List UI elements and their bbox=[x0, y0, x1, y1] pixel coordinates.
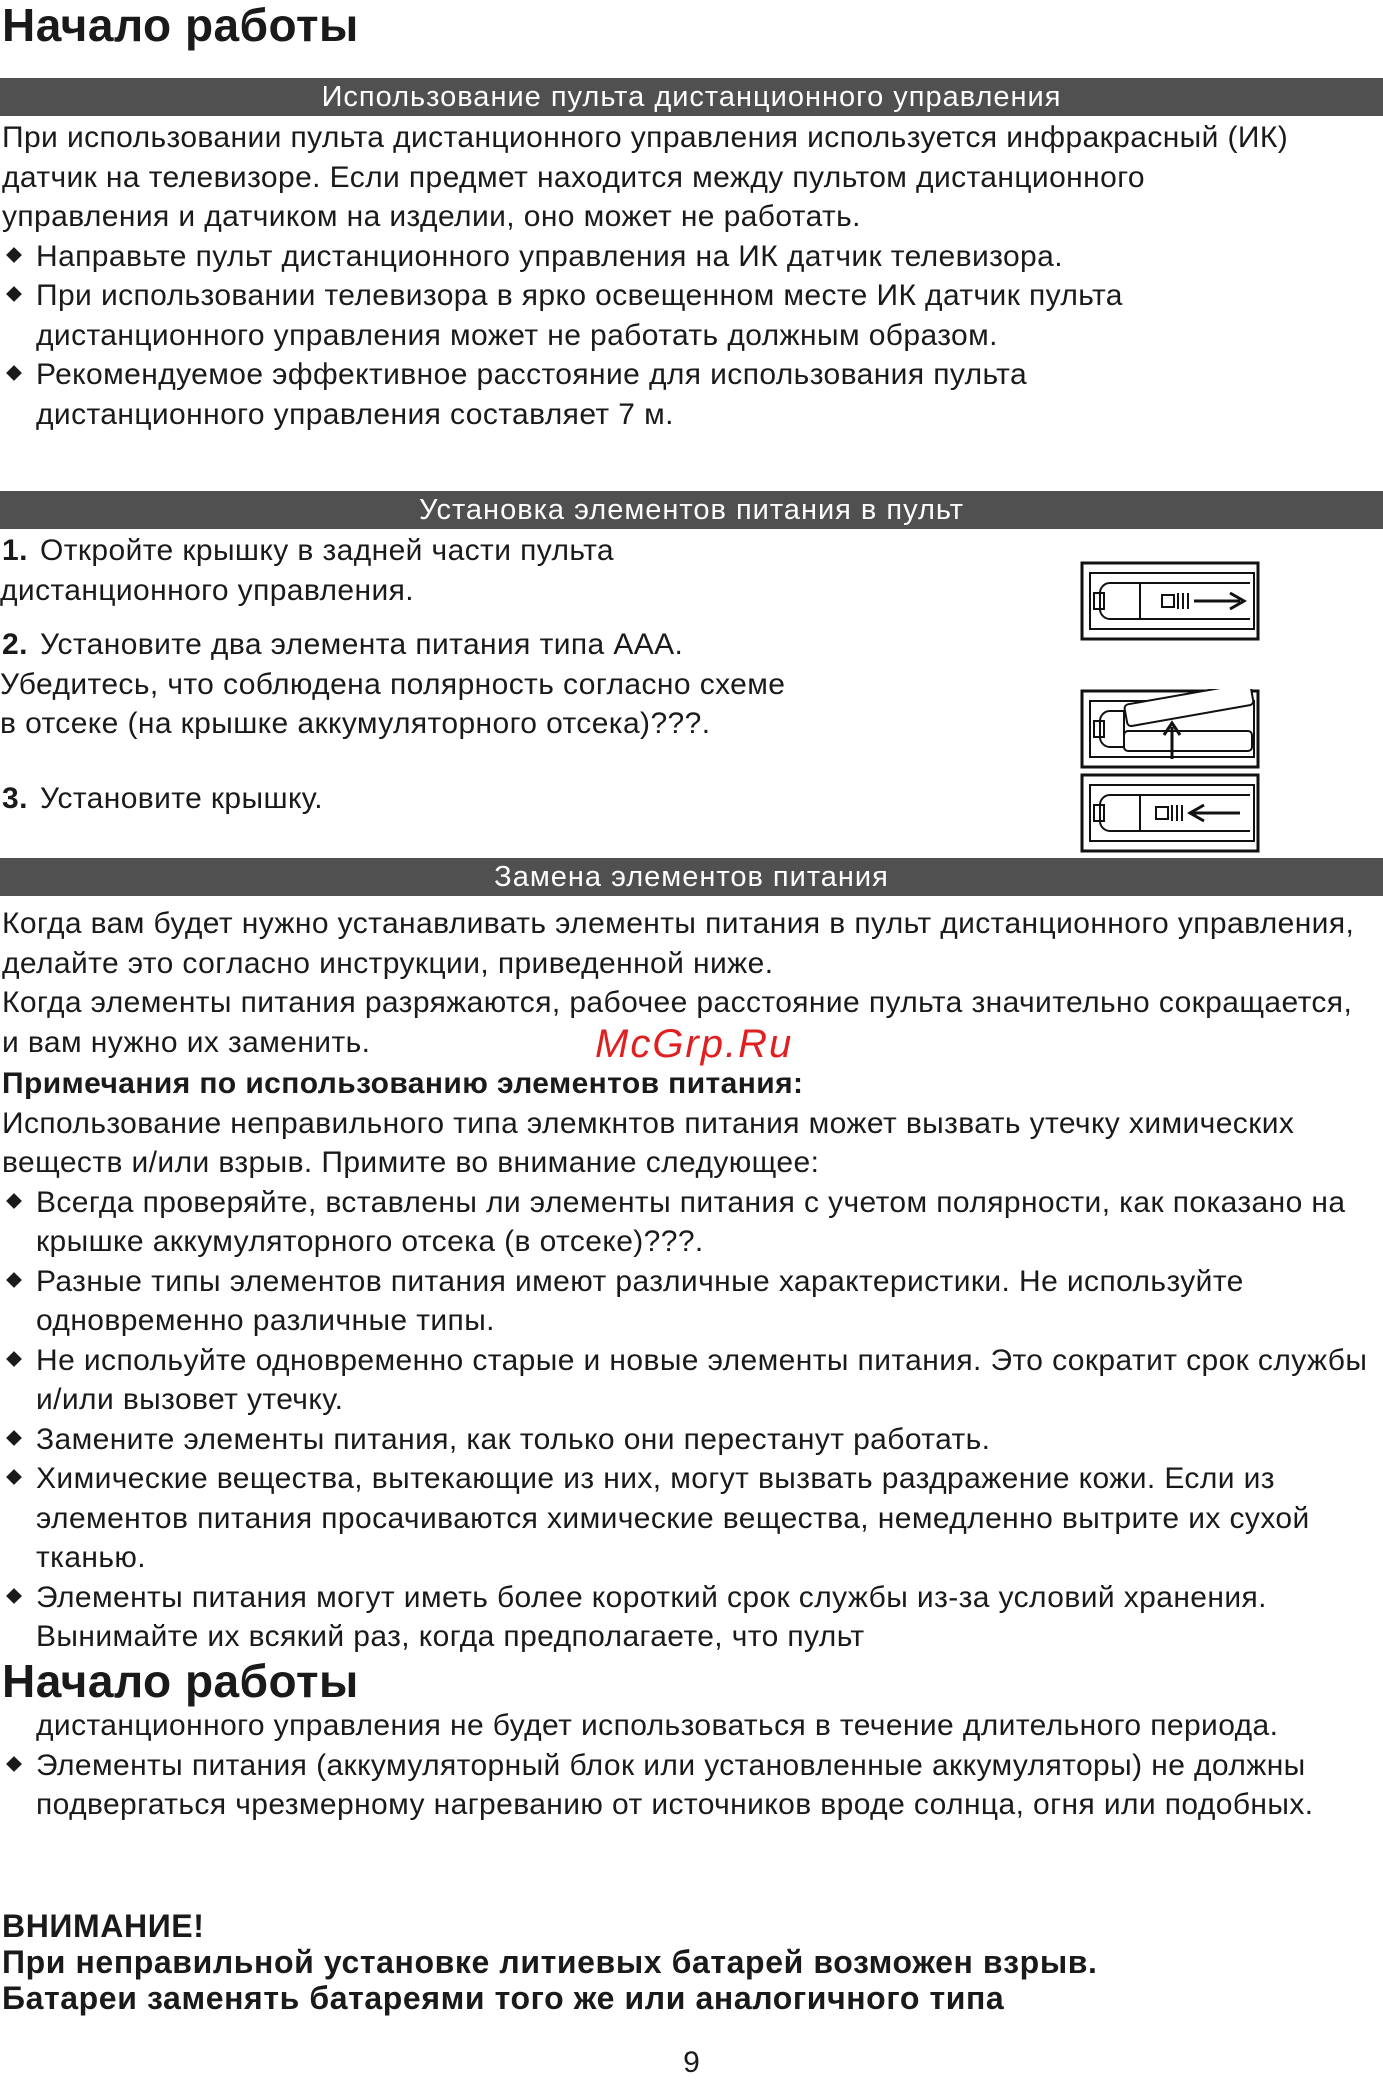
diamond-bullet-icon bbox=[6, 365, 22, 381]
battery-cover-close-diagram bbox=[1080, 773, 1260, 853]
notes-bullets bbox=[0, 1183, 1375, 1657]
diamond-bullet-icon bbox=[6, 1272, 22, 1288]
warning-line-2: Батареи заменять батареями того же или аналогичного типа bbox=[2, 1980, 1005, 2016]
bullet-item: Разные типы элементов питания имеют различные характеристики. Не используйте одновременно различные типы. bbox=[0, 1262, 1296, 1341]
bullet-item: Замените элементы питания, как только они перестанут работать. bbox=[0, 1420, 1375, 1460]
bullet-item: Всегда проверяйте, вставлены ли элементы питания с учетом полярности, как показано на крышке аккумуляторного отсека (в отсеке)???. bbox=[0, 1183, 1375, 1262]
warning-title: ВНИМАНИЕ! bbox=[2, 1908, 205, 1944]
bullet-item: Рекомендуемое эффективное расстояние для использования пульта дистанционного управления составляет 7 м. bbox=[0, 355, 1236, 434]
install-step-2: 2. Установите два элемента питания типа AAA. Убедитесь, что соблюдена полярность согласно схеме в отсеке (на крышке аккумуляторного отсека)???. bbox=[0, 628, 786, 740]
bullet-item: Элементы питания могут иметь более короткий срок службы из-за условий хранения. Вынимайте их всякий раз, когда предполагаете, что пульт bbox=[0, 1578, 1286, 1657]
bullet-item: Не испольуйте одновременно старые и новые элементы питания. Это сократит срок службы и/или вызовет утечку. bbox=[0, 1341, 1375, 1420]
page-title-repeat: Начало работы bbox=[2, 1655, 359, 1707]
continuation-text: дистанционного управления не будет использоваться в течение длительного периода. bbox=[36, 1709, 1279, 1742]
remote-usage-bullets bbox=[0, 237, 1350, 435]
diamond-bullet-icon bbox=[6, 1469, 22, 1485]
continuation-block bbox=[0, 1706, 1383, 1825]
warning-line-1: При неправильной установке литиевых батарей возможен взрыв. bbox=[2, 1944, 1098, 1980]
diamond-bullet-icon bbox=[6, 1430, 22, 1446]
notes-intro: Использование неправильного типа элемкнтов питания может вызвать утечку химических веществ и/или взрыв. Примите во внимание следующее: bbox=[2, 1106, 1295, 1179]
section-band-battery-replace: Замена элементов питания bbox=[0, 858, 1383, 896]
diamond-bullet-icon bbox=[6, 1756, 22, 1772]
warning-block bbox=[0, 1908, 1383, 2016]
install-step-1: 1. Откройте крышку в задней части пульта дистанционного управления. bbox=[0, 534, 614, 607]
section-battery-install bbox=[0, 491, 1383, 841]
replace-para-2: Когда элементы питания разряжаются, рабочее расстояние пульта значительно сокращается, и вам нужно их заменить. bbox=[2, 986, 1353, 1059]
diamond-bullet-icon bbox=[6, 1193, 22, 1209]
bullet-item: Химические вещества, вытекающие из них, могут вызвать раздражение кожи. Если из элементов питания просачиваются химические вещества, немедленно вытрите их сухой тканью. bbox=[0, 1459, 1375, 1578]
diamond-bullet-icon bbox=[6, 247, 22, 263]
replace-para-1: Когда вам будет нужно устанавливать элементы питания в пульт дистанционного управления, делайте это согласно инструкции, приведенной ниже. bbox=[2, 907, 1355, 980]
page-title: Начало работы bbox=[2, 0, 359, 51]
bullet-item: При использовании телевизора в ярко освещенном месте ИК датчик пульта дистанционного управления может не работать должным образом. bbox=[0, 276, 1350, 355]
diamond-bullet-icon bbox=[6, 1351, 22, 1367]
notes-title: Примечания по использованию элементов питания: bbox=[2, 1067, 804, 1100]
battery-cover-open-diagram bbox=[1080, 561, 1260, 641]
battery-insert-diagram bbox=[1080, 689, 1260, 769]
install-step-3: 3. Установите крышку. bbox=[2, 782, 323, 815]
diamond-bullet-icon bbox=[6, 1588, 22, 1604]
install-steps bbox=[0, 529, 1383, 841]
continuation-bullets bbox=[0, 1746, 1383, 1825]
section-remote-usage bbox=[0, 78, 1383, 434]
section-band-battery-install: Установка элементов питания в пульт bbox=[0, 491, 1383, 529]
section-battery-replace bbox=[0, 858, 1383, 1657]
remote-usage-intro: При использовании пульта дистанционного управления используется инфракрасный (ИК) датчик на телевизоре. Если предмет находится между пультом дистанционного управления и датчиком на изделии, оно может не работать. bbox=[2, 121, 1289, 233]
watermark: McGrp.Ru bbox=[595, 1022, 794, 1066]
bullet-item: Элементы питания (аккумуляторный блок или установленные аккумуляторы) не должны подвергаться чрезмерному нагреванию от источников вроде солнца, огня или подобных. bbox=[0, 1746, 1383, 1825]
section-band-remote-usage: Использование пульта дистанционного управления bbox=[0, 78, 1383, 116]
page-number: 9 bbox=[683, 2046, 700, 2079]
diamond-bullet-icon bbox=[6, 286, 22, 302]
bullet-item: Направьте пульт дистанционного управления на ИК датчик телевизора. bbox=[0, 237, 1350, 277]
